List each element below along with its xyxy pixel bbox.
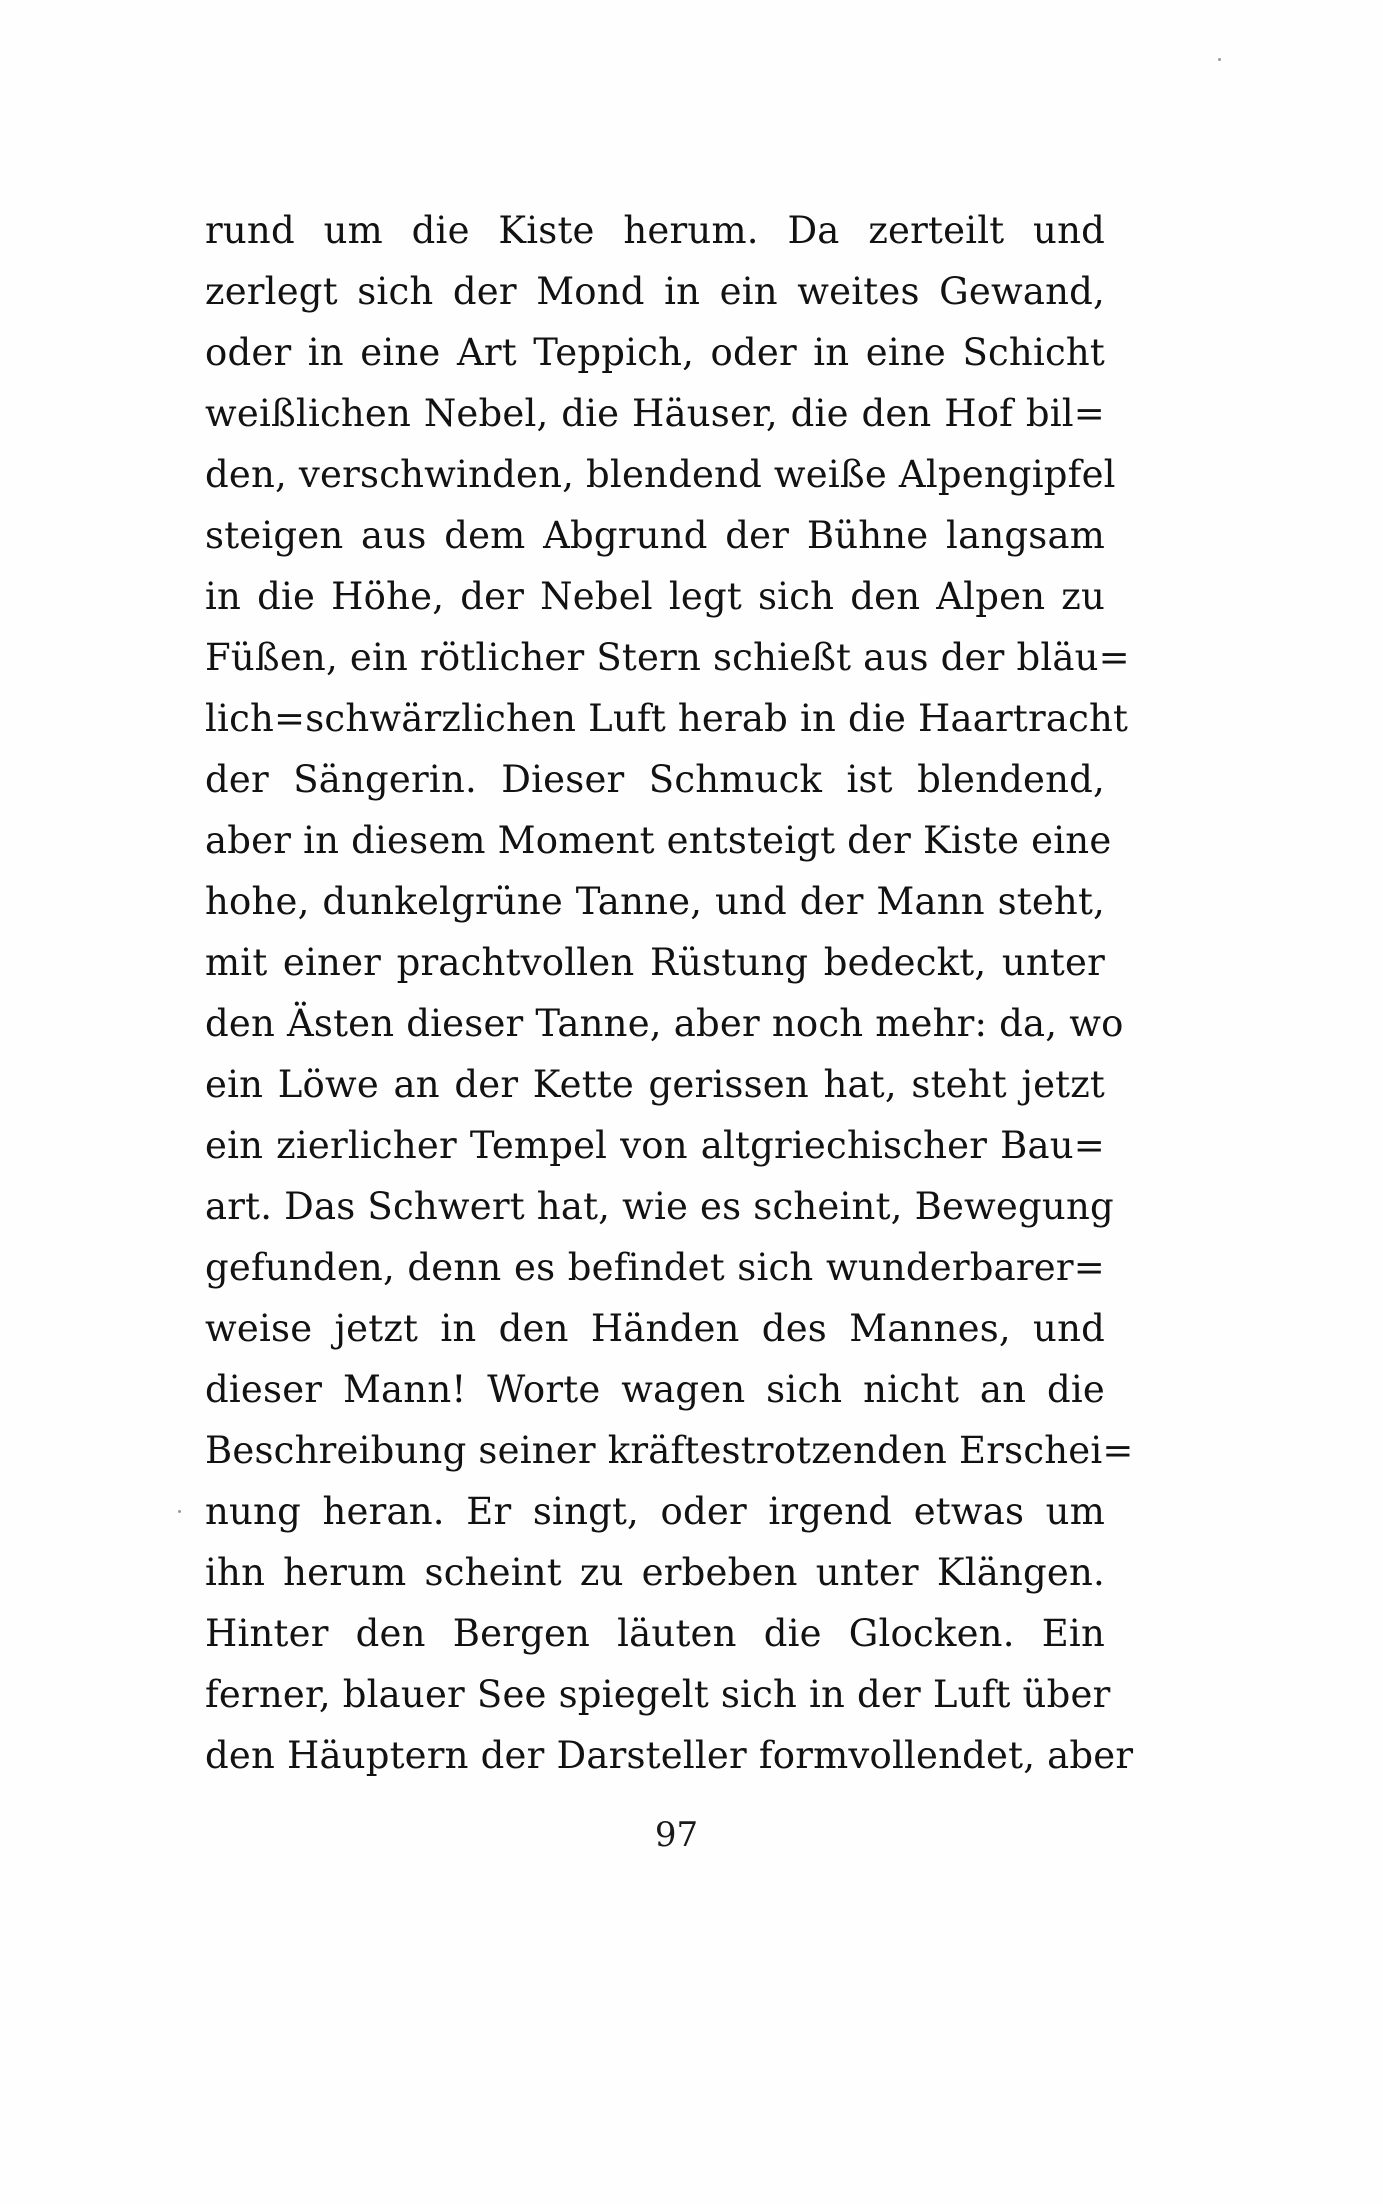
text-line: den Häuptern der Darsteller formvollendet, aber [205,1734,1134,1777]
text-line: der Sängerin. Dieser Schmuck ist blendend, [205,758,1105,801]
paper-speck [1218,58,1221,61]
text-line: mit einer prachtvollen Rüstung bedeckt, unter [205,941,1105,984]
text-line: Hinter den Bergen läuten die Glocken. Ein [205,1612,1105,1655]
text-line: gefunden, denn es befindet sich wunderbarer= [205,1246,1105,1289]
text-line: dieser Mann! Worte wagen sich nicht an die [205,1368,1105,1411]
text-line: rund um die Kiste herum. Da zerteilt und [205,209,1105,252]
text-line: oder in eine Art Teppich, oder in eine Schicht [205,331,1105,374]
text-line: den Ästen dieser Tanne, aber noch mehr: da, wo [205,1002,1124,1045]
text-line: ein zierlicher Tempel von altgriechischer Bau= [205,1124,1105,1167]
paper-speck [178,1510,181,1513]
text-line: weißlichen Nebel, die Häuser, die den Hof bil= [205,392,1105,435]
text-line: ein Löwe an der Kette gerissen hat, steht jetzt [205,1063,1105,1106]
text-line: ferner, blauer See spiegelt sich in der Luft über [205,1673,1111,1716]
page-number [0,1815,1383,1855]
text-line: Beschreibung seiner kräftestrotzenden Erschei= [205,1429,1134,1472]
text-line: hohe, dunkelgrüne Tanne, und der Mann steht, [205,880,1105,923]
body-text [205,200,1134,1786]
text-line: Füßen, ein rötlicher Stern schießt aus der bläu= [205,636,1130,679]
page-number-value: 97 [654,1815,699,1855]
text-line: in die Höhe, der Nebel legt sich den Alpen zu [205,575,1105,618]
text-line: weise jetzt in den Händen des Mannes, und [205,1307,1105,1350]
text-line: steigen aus dem Abgrund der Bühne langsam [205,514,1105,557]
text-line: lich=schwärzlichen Luft herab in die Haartracht [205,697,1129,740]
text-line: aber in diesem Moment entsteigt der Kiste eine [205,819,1112,862]
text-line: nung heran. Er singt, oder irgend etwas um [205,1490,1105,1533]
text-line: den, verschwinden, blendend weiße Alpengipfel [205,453,1116,496]
text-line: art. Das Schwert hat, wie es scheint, Bewegung [205,1185,1114,1228]
text-line: zerlegt sich der Mond in ein weites Gewand, [205,270,1105,313]
text-line: ihn herum scheint zu erbeben unter Klängen. [205,1551,1105,1594]
